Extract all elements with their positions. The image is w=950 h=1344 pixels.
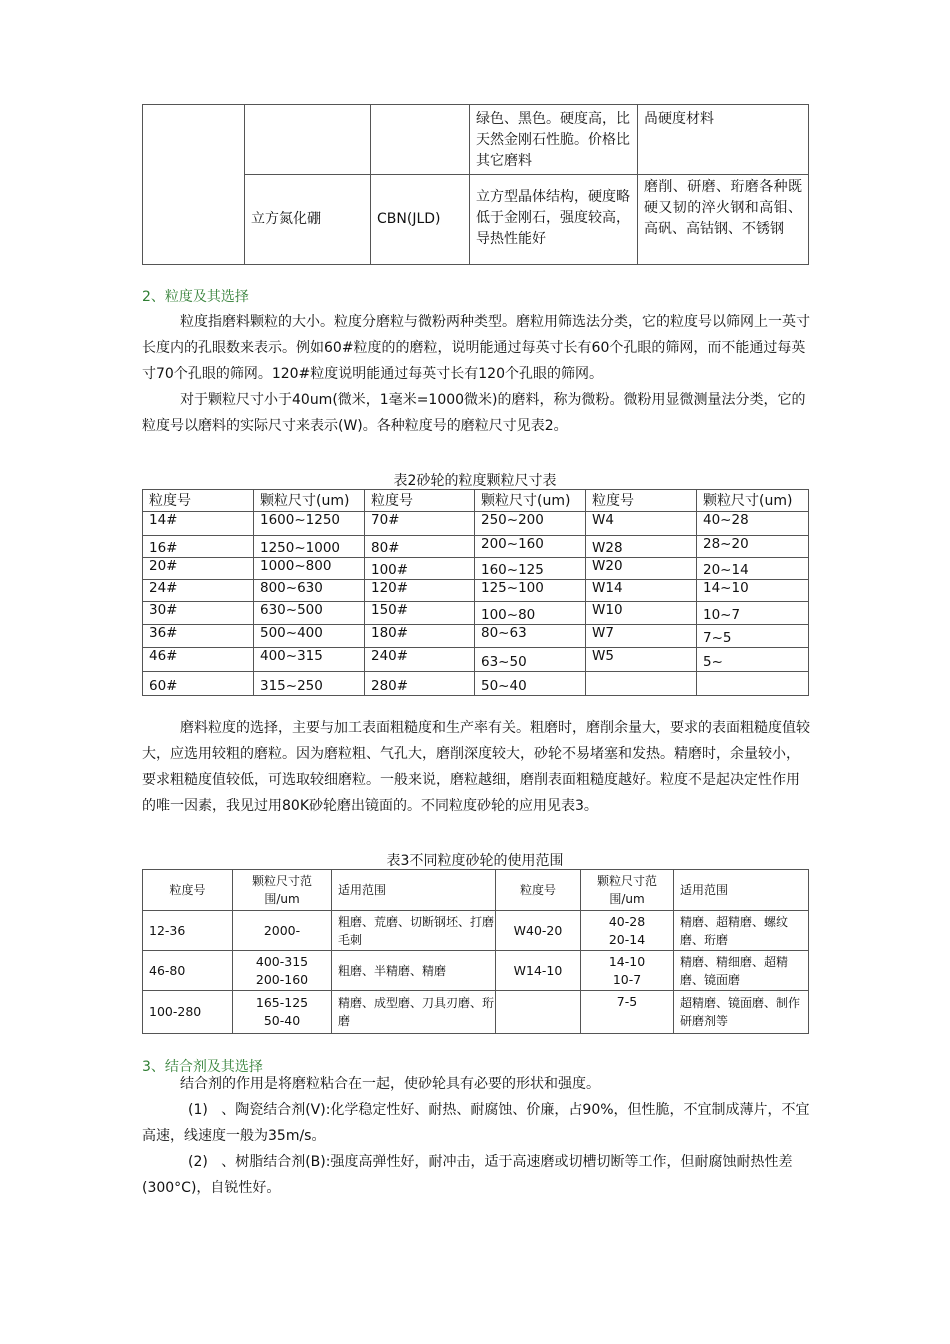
table-row [143,580,809,602]
column-header: 适用范围 [674,870,809,911]
table-cell: 14# [143,512,254,536]
column-header: 适用范围 [332,870,496,911]
paragraph: 结合剂的作用是将磨粒粘合在一起，使砂轮具有必要的形状和强度。 [180,1076,600,1092]
table-cell [371,105,470,175]
table-cell: 绿色、黑色。硬度高，比天然金刚石性脆。价格比其它磨料 [470,105,638,175]
table-cell [245,105,371,175]
item-text: 、树脂结合剂(B):强度高弹性好，耐冲击，适于高速磨或切槽切断等工作，但耐腐蚀耐热性差(300°C)，自锐性好。 [142,1154,793,1196]
table-cell: 30# [143,602,254,625]
table-cell: 120# [365,580,475,602]
table-cell: W20 [586,558,697,580]
table-cell: 28~20 [697,536,809,558]
table-row [143,648,809,672]
table-cell: 46# [143,648,254,672]
table-cell: 14~10 [697,580,809,602]
table-row [143,536,809,558]
table-cell: 630~500 [254,602,365,625]
table-cell: 63~50 [475,648,586,672]
table-cell: 40~28 [697,512,809,536]
table-cell: 100~80 [475,602,586,625]
list-item [142,1149,810,1201]
table-row [143,991,809,1034]
table-cell [143,105,245,265]
table-cell: 40-28 20-14 [581,911,674,951]
table-cell: 14-10 10-7 [581,951,674,991]
column-header: 颗粒尺寸(um) [475,490,586,512]
table-cell: 46-80 [143,951,233,991]
table-cell: W4 [586,512,697,536]
item-text: 、陶瓷结合剂(V):化学稳定性好、耐热、耐腐蚀、价廉，占90%，但性脆，不宜制成薄片，不宜高速，线速度一般为35m/s。 [142,1102,810,1144]
table-row [143,625,809,648]
table-cell: W40-20 [496,911,581,951]
table-cell: 粗磨、荒磨、切断钢坯、打磨毛刺 [332,911,496,951]
table-cell: 立方型晶体结构，硬度略低于金刚石，强度较高，导热性能好 [470,175,638,265]
paragraph: 磨料粒度的选择，主要与加工表面粗糙度和生产率有关。粗磨时，磨削余量大，要求的表面粗糙度值较大，应选用较粗的磨粒。因为磨粒粗、气孔大，磨削深度较大，砂轮不易堵塞和发热。精磨时，余量较小，要求粗糙度值较低，可选取较细磨粒。一般来说，磨粒越细，磨削表面粗糙度越好。粒度不是起决定性作用的唯一因素，我见过用80K砂轮磨出镜面的。不同粒度砂轮的应用见表3。 [142,720,810,814]
table-cell: 超精磨、镜面磨、制作研磨剂等 [674,991,809,1034]
table-cell [496,991,581,1034]
table-cell: 咼硬度材料 [638,105,809,175]
column-header: 颗粒尺寸(um) [697,490,809,512]
table-cell: 粗磨、半精磨、精磨 [332,951,496,991]
paragraph-block [142,1071,810,1201]
column-header: 颗粒尺寸(um) [254,490,365,512]
table-cell: 400-315 200-160 [233,951,332,991]
table-cell: 7~5 [697,625,809,648]
table-cell: 165-125 50-40 [233,991,332,1034]
section-heading: 2、粒度及其选择 [142,289,249,305]
table-row [143,602,809,625]
table-cell: 160~125 [475,558,586,580]
table-cell: 100-280 [143,991,233,1034]
section-heading: 3、结合剂及其选择 [142,1059,263,1075]
table-cell: W10 [586,602,697,625]
column-header: 粒度号 [586,490,697,512]
table-caption: 表3不同粒度砂轮的使用范围 [386,853,564,869]
table-cell: W7 [586,625,697,648]
table-cell: 7-5 [581,991,674,1034]
table-row [143,911,809,951]
table-cell: 80~63 [475,625,586,648]
table-cell: 12-36 [143,911,233,951]
column-header: 粒度号 [143,870,233,911]
table-cell: 5~ [697,648,809,672]
table-cell: 315~250 [254,672,365,696]
table-row [143,512,809,536]
table-cell: 200~160 [475,536,586,558]
column-header: 粒度号 [496,870,581,911]
table-cell: 精磨、超精磨、螺纹磨、珩磨 [674,911,809,951]
table-cell: 36# [143,625,254,648]
table-row [143,672,809,696]
table-cell: 磨削、研磨、珩磨各种既硬又韧的淬火钢和高钼、高矾、高钴钢、不锈钢 [638,175,809,265]
table-cell: 1250~1000 [254,536,365,558]
table-cell: 280# [365,672,475,696]
column-header: 颗粒尺寸范围/um [233,870,332,911]
column-header: 粒度号 [143,490,254,512]
table-cell: 立方氮化硼 [245,175,371,265]
table-cell: 1600~1250 [254,512,365,536]
table-cell [586,672,697,696]
table-cell: W14-10 [496,951,581,991]
list-item [142,1097,810,1149]
table-cell: CBN(JLD) [371,175,470,265]
item-number: (1) [188,1102,208,1118]
item-number: (2) [188,1154,208,1170]
table-row [143,558,809,580]
column-header: 粒度号 [365,490,475,512]
abrasive-table-continued [142,104,809,265]
table-cell: 50~40 [475,672,586,696]
table-row [143,951,809,991]
table-cell: 20# [143,558,254,580]
table-cell: 150# [365,602,475,625]
table-cell: 精磨、成型磨、刀具刃磨、珩磨 [332,991,496,1034]
table-cell [697,672,809,696]
table-cell: 100# [365,558,475,580]
grit-size-table [142,489,809,696]
table-cell: 20~14 [697,558,809,580]
table-caption: 表2砂轮的粒度颗粒尺寸表 [393,473,557,489]
table-cell: 2000- [233,911,332,951]
table-cell: 1000~800 [254,558,365,580]
table-cell: 16# [143,536,254,558]
table-cell: 70# [365,512,475,536]
paragraph-block [142,715,810,819]
table-cell: 180# [365,625,475,648]
paragraph-block [142,309,810,439]
grit-application-table [142,869,809,1034]
table-header-row [143,490,809,512]
table-cell: W28 [586,536,697,558]
table-cell: W14 [586,580,697,602]
table-cell: 500~400 [254,625,365,648]
table-cell: 800~630 [254,580,365,602]
paragraph: 粒度指磨料颗粒的大小。粒度分磨粒与微粉两种类型。磨粒用筛选法分类，它的粒度号以筛网上一英寸长度内的孔眼数来表示。例如60#粒度的的磨粒，说明能通过每英寸长有60个孔眼的筛网，而不能通过每英寸70个孔眼的筛网。120#粒度说明能通过每英寸长有120个孔眼的筛网。 [142,314,810,382]
table-cell: 240# [365,648,475,672]
table-cell: W5 [586,648,697,672]
table-cell: 24# [143,580,254,602]
table-cell: 10~7 [697,602,809,625]
table-cell: 80# [365,536,475,558]
table-cell: 250~200 [475,512,586,536]
table-cell: 400~315 [254,648,365,672]
column-header: 颗粒尺寸范围/um [581,870,674,911]
table-cell: 60# [143,672,254,696]
table-cell: 125~100 [475,580,586,602]
table-cell: 精磨、精细磨、超精磨、镜面磨 [674,951,809,991]
paragraph: 对于颗粒尺寸小于40um(微米，1毫米=1000微米)的磨料，称为微粉。微粉用显微测量法分类，它的粒度号以磨料的实际尺寸来表示(W)。各种粒度号的磨粒尺寸见表2。 [142,392,806,434]
table-header-row [143,870,809,911]
